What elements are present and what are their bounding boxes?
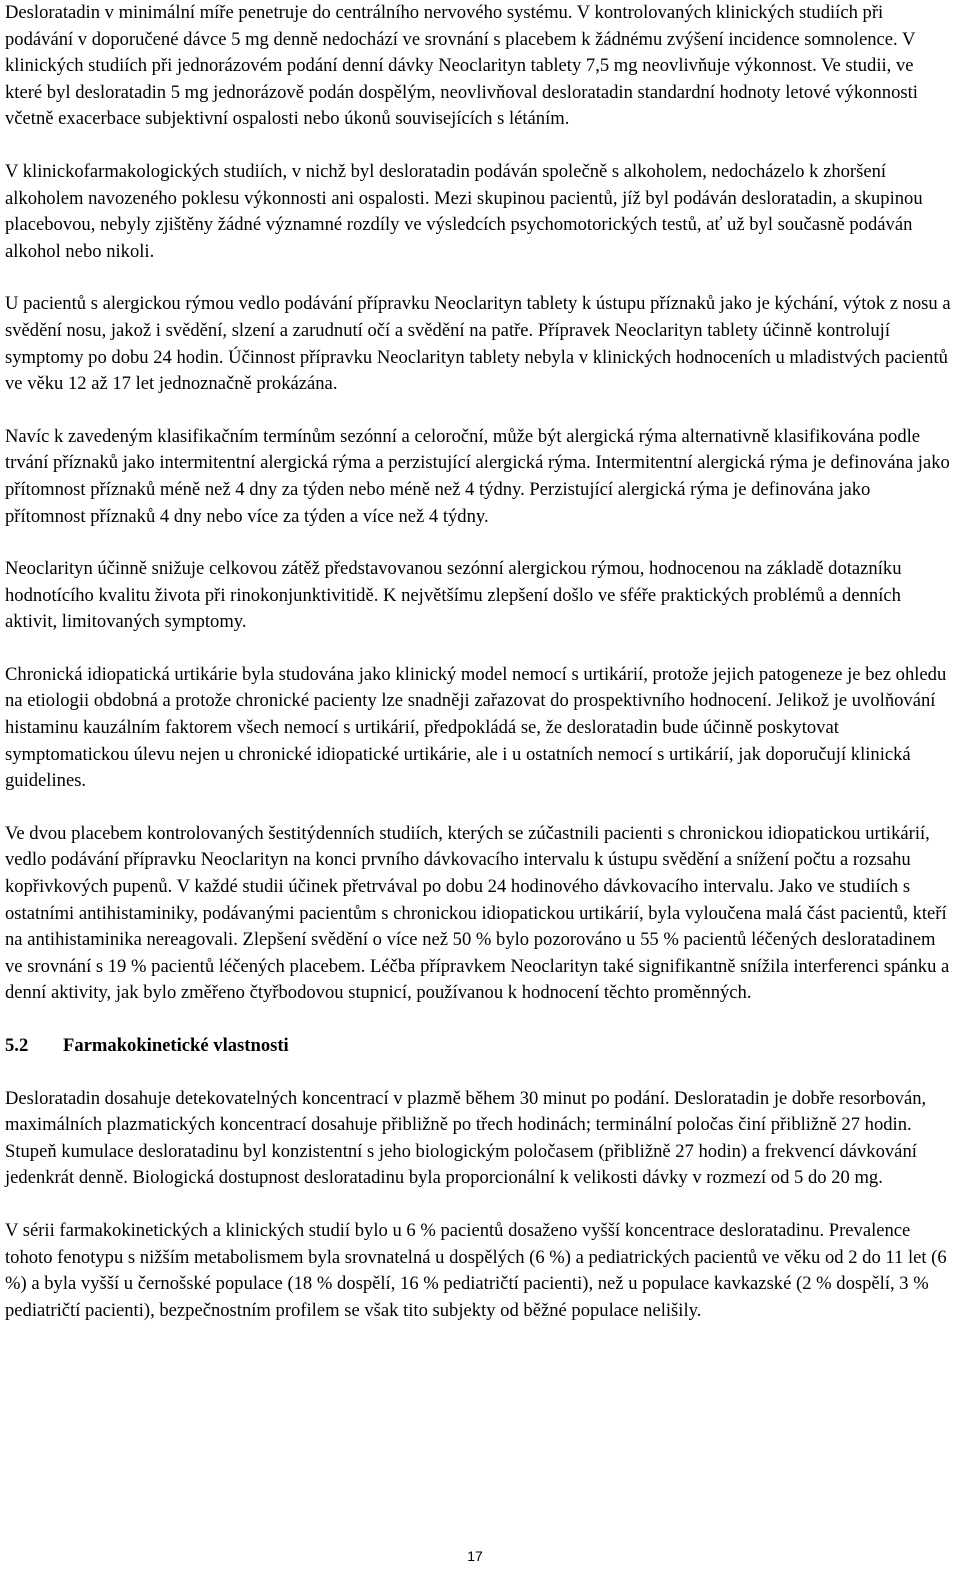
paragraph-pharmacokinetics — [5, 1086, 955, 1192]
sentence: Intermitentní alergická rýma je definována jako přítomnost příznaků méně než 4 dny za týden nebo méně než 4 týdny. — [5, 452, 950, 500]
sentence: Desloratadin v minimální míře penetruje do centrálního nervového systému. — [5, 2, 573, 23]
sentence: Desloratadin je dobře resorbován, maximálních plazmatických koncentrací dosahuje přibližně po třech hodinách; terminální poločas činí přibližně 27 hodin. — [5, 1087, 927, 1136]
sentence: Přípravek Neoclarityn tablety účinně kontrolují symptomy po dobu 24 hodin. — [5, 319, 890, 368]
sentence: U pacientů s alergickou rýmou vedlo podávání přípravku Neoclarityn tablety k ústupu příznaků jako je kýchání, výtok z nosu a svědění nosu, jakož i svědění, slzení a zarudnutí očí a svědění na patře. — [5, 293, 951, 341]
paragraph-quality-of-life — [5, 556, 955, 636]
sentence: Navíc k zavedeným klasifikačním termínům sezónní a celoroční, může být alergická rýma alternativně klasifikována podle trvání příznaků jako intermitentní alergická rýma a perzistující alergická rýma. — [5, 425, 921, 474]
sentence: V sérii farmakokinetických a klinických studií bylo u 6 % pacientů dosaženo vyšší koncentrace desloratadinu. — [5, 1219, 825, 1241]
paragraph-poor-metabolizers — [5, 1218, 955, 1324]
sentence: V klinických studiích při jednorázovém podání denní dávky Neoclarityn tablety 7,5 mg neovlivňuje výkonnost. — [5, 28, 916, 77]
sentence: Zlepšení svědění o více než 50 % bylo pozorováno u 55 % pacientů léčených desloratadinem ve srovnání s 19 % pacientů léčených placebem. — [5, 929, 936, 977]
paragraph-urticaria-model — [5, 662, 955, 795]
sentence: Jelikož je uvolňování histaminu kauzálním faktorem všech nemocí s urtikárií, předpokládá se, že desloratadin bude účinně poskytovat symptomatickou úlevu nejen u chronické idiopatické urtikárie, ale i u ostatních nemocí s urtikárií, jak doporučují klinická guidelines. — [5, 690, 936, 792]
sentence: Chronická idiopatická urtikárie byla studována jako klinický model nemocí s urtikárií, protože jejich patogeneze je bez ohledu na etiologii obdobná a protože chronické pacienty lze snadněji zařazovat do prospektivního hodnocení. — [5, 663, 947, 712]
sentence: V kontrolovaných klinických studiích při podávání v doporučené dávce 5 mg denně nedochází ve srovnání s placebem k žádnému zvýšení incidence somnolence. — [5, 2, 898, 50]
page-number: 17 — [467, 1548, 483, 1564]
sentence: Prevalence tohoto fenotypu s nižším metabolismem byla srovnatelná u dospělých (6 %) a pediatrických pacientů ve věku od 2 do 11 let (6 %) a byla vyšší u černošské populace (18 % dospělí, 16 % pediatričtí pacienti), než u populace kavkazské (2 % dospělí, 3 % pediatričtí pacienti), bezpečnostním profilem se však tito subjekty od běžné populace nelišily. — [5, 1219, 947, 1321]
paragraph-allergic-rhinitis — [5, 291, 955, 397]
sentence: Ve studii, ve které byl desloratadin 5 mg jednorázově podán dospělým, neovlivňoval desloratadin standardní hodnoty letové výkonnosti včetně exacerbace subjektivní ospalosti nebo úkonů souvisejících s létáním. — [5, 55, 918, 130]
sentence: Stupeň kumulace desloratadinu byl konzistentní s jeho biologickým poločasem (přibližně 27 hodin) a frekvencí dávkování jedenkrát denně. — [5, 1140, 917, 1189]
sentence: K největšímu zlepšení došlo ve sféře praktických problémů a denních aktivit, limitovaných symptomy. — [5, 584, 901, 633]
section-heading — [5, 1033, 955, 1060]
sentence: Desloratadin dosahuje detekovatelných koncentrací v plazmě během 30 minut po podání. — [5, 1087, 670, 1109]
section-title: Farmakokinetické vlastnosti — [63, 1035, 289, 1056]
sentence: Jako ve studiích s ostatními antihistaminiky, podávanými pacientům s chronickou idiopatickou urtikárií, byla vyloučena malá část pacientů, kteří na antihistaminika nereagovali. — [5, 876, 947, 951]
paragraph-classification — [5, 424, 955, 530]
sentence: Léčba přípravkem Neoclarityn také signifikantně snížila interferenci spánku a denní aktivity, jak bylo změřeno čtyřbodovou stupnicí, používanou k hodnocení těchto proměnných. — [5, 955, 950, 1004]
paragraph-alcohol-studies — [5, 159, 955, 265]
sentence: Neoclarityn účinně snižuje celkovou zátěž představovanou sezónní alergickou rýmou, hodnocenou na základě dotazníku hodnotícího kvalitu života při rinokonjunktivitidě. — [5, 558, 902, 606]
sentence: V klinickofarmakologických studiích, v nichž byl desloratadin podáván společně s alkoholem, nedocházelo k zhoršení alkoholem navozeného poklesu výkonnosti ani ospalosti. — [5, 160, 887, 209]
sentence: Ve dvou placebem kontrolovaných šestitýdenních studiích, kterých se zúčastnili pacienti s chronickou idiopatickou urtikárií, vedlo podávání přípravku Neoclarityn na konci prvního dávkovacího intervalu k ústupu svědění a snížení počtu a rozsahu kopřivkových pupenů. — [5, 822, 930, 898]
section-number: 5.2 — [5, 1035, 29, 1056]
paragraph-urticaria-studies — [5, 821, 955, 1007]
document-page — [5, 0, 955, 1350]
sentence: Biologická dostupnost desloratadinu byla proporcionální k velikosti dávky v rozmezí od 5 do 20 mg. — [127, 1167, 883, 1189]
paragraph-cns-penetration — [5, 0, 955, 133]
sentence: Mezi skupinou pacientů, jíž byl podáván desloratadin, a skupinou placebovou, nebyly zjištěny žádné významné rozdíly ve výsledcích psychomotorických testů, ať už byl současně podáván alkohol nebo nikoli. — [5, 187, 923, 262]
sentence: Účinnost přípravku Neoclarityn tablety nebyla v klinických hodnoceních u mladistvých pacientů ve věku 12 až 17 let jednoznačně prokázána. — [5, 346, 948, 395]
sentence: Perzistující alergická rýma je definována jako přítomnost příznaků 4 dny nebo více za týden a více než 4 týdny. — [5, 478, 871, 527]
sentence: V každé studii účinek přetrvával po dobu 24 hodinového dávkovacího intervalu. — [172, 876, 774, 898]
